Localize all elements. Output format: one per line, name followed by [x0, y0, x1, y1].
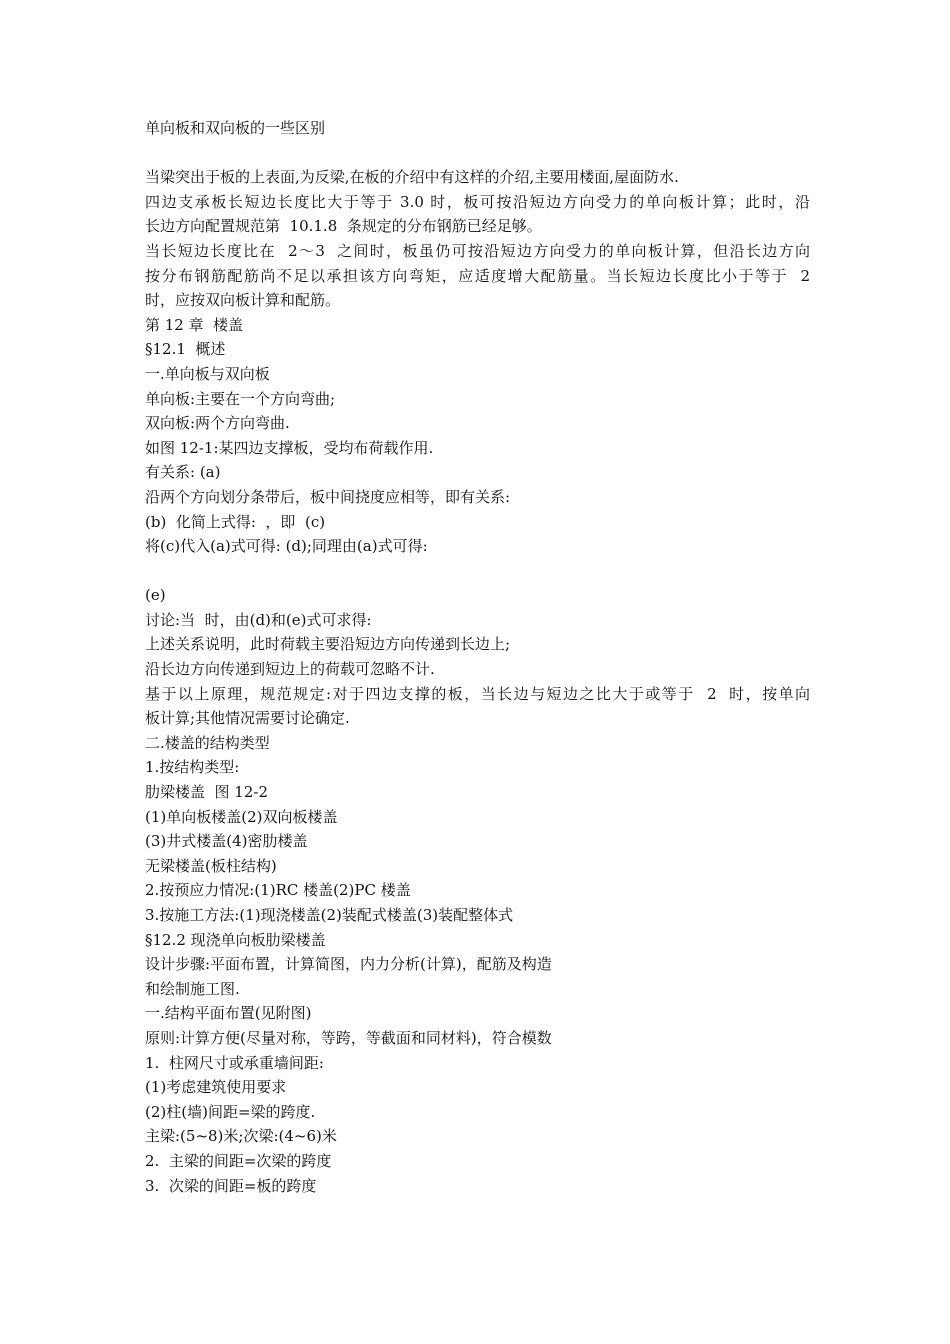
section-heading: §12.1 概述	[145, 340, 226, 359]
text-line: 3.按施工方法:(1)现浇楼盖(2)装配式楼盖(3)装配整体式	[145, 906, 514, 924]
text-line: 有关系: (a)	[145, 463, 221, 482]
text-line: 讨论:当 时，由(d)和(e)式可求得:	[145, 610, 372, 629]
subsection-heading: 一.单向板与双向板	[145, 364, 270, 383]
document-body	[145, 116, 810, 1198]
text-line: (2)柱(墙)间距=梁的跨度.	[145, 1102, 316, 1121]
text-line: 按分布钢筋配筋尚不足以承担该方向弯矩，应适度增大配筋量。当长短边长度比小于等于 2	[145, 266, 810, 285]
spacer	[145, 141, 810, 166]
text-line: (b) 化简上式得: ，即 (c)	[145, 512, 326, 531]
text-line: 沿长边方向传递到短边上的荷载可忽略不计.	[145, 660, 435, 679]
text-line: 当长短边长度比在 2～3 之间时，板虽仍可按沿短边方向受力的单向板计算，但沿长边方向	[145, 241, 810, 260]
document-title: 单向板和双向板的一些区别	[145, 119, 326, 137]
text-line: 四边支承板长短边长度比大于等于 3.0 时，板可按沿短边方向受力的单向板计算；此时，沿	[145, 192, 810, 211]
text-line: 设计步骤:平面布置，计算简图，内力分析(计算)，配筋及构造	[145, 955, 552, 974]
chapter-heading: 第 12 章 楼盖	[145, 315, 244, 334]
text-line: 双向板:两个方向弯曲.	[145, 414, 290, 433]
text-line: 1. 柱网尺寸或承重墙间距:	[145, 1053, 324, 1072]
spacer	[145, 559, 810, 584]
text-line: 板计算;其他情况需要讨论确定.	[145, 709, 350, 728]
text-line: (1)考虑建筑使用要求	[145, 1078, 287, 1097]
subsection-heading: 一.结构平面布置(见附图)	[145, 1004, 312, 1023]
text-line: 基于以上原理，规范规定:对于四边支撑的板，当长边与短边之比大于或等于 2 时，按单向	[145, 684, 810, 703]
text-line: (1)单向板楼盖(2)双向板楼盖	[145, 807, 338, 826]
text-line: 2. 主梁的间距=次梁的跨度	[145, 1151, 332, 1170]
text-line: 原则:计算方便(尽量对称，等跨，等截面和同材料)，符合模数	[145, 1028, 552, 1047]
text-line: 1.按结构类型:	[145, 758, 240, 777]
text-line: 如图 12-1:某四边支撑板，受均布荷载作用.	[145, 438, 434, 457]
text-line: 肋梁楼盖 图 12-2	[145, 783, 269, 802]
text-line: (e)	[145, 586, 166, 605]
text-line: 长边方向配置规范第 10.1.8 条规定的分布钢筋已经足够。	[145, 217, 542, 236]
text-line: 上述关系说明，此时荷载主要沿短边方向传递到长边上;	[145, 635, 511, 654]
section-heading: §12.2 现浇单向板肋梁楼盖	[145, 930, 326, 949]
text-line: 无梁楼盖(板柱结构)	[145, 856, 277, 875]
text-line: (3)井式楼盖(4)密肋楼盖	[145, 832, 308, 851]
text-line: 当梁突出于板的上表面,为反梁,在板的介绍中有这样的介绍,主要用楼面,屋面防水.	[145, 168, 679, 187]
text-line: 3. 次梁的间距=板的跨度	[145, 1176, 317, 1195]
text-line: 沿两个方向划分条带后，板中间挠度应相等，即有关系:	[145, 487, 511, 506]
text-line: 主梁:(5~8)米;次梁:(4~6)米	[145, 1127, 337, 1146]
text-line: 单向板:主要在一个方向弯曲;	[145, 389, 336, 408]
text-line: 和绘制施工图.	[145, 979, 240, 998]
text-line: 将(c)代入(a)式可得: (d);同理由(a)式可得:	[145, 537, 428, 556]
text-line: 时，应按双向板计算和配筋。	[145, 291, 341, 310]
subsection-heading: 二.楼盖的结构类型	[145, 733, 270, 752]
text-line: 2.按预应力情况:(1)RC 楼盖(2)PC 楼盖	[145, 881, 411, 900]
